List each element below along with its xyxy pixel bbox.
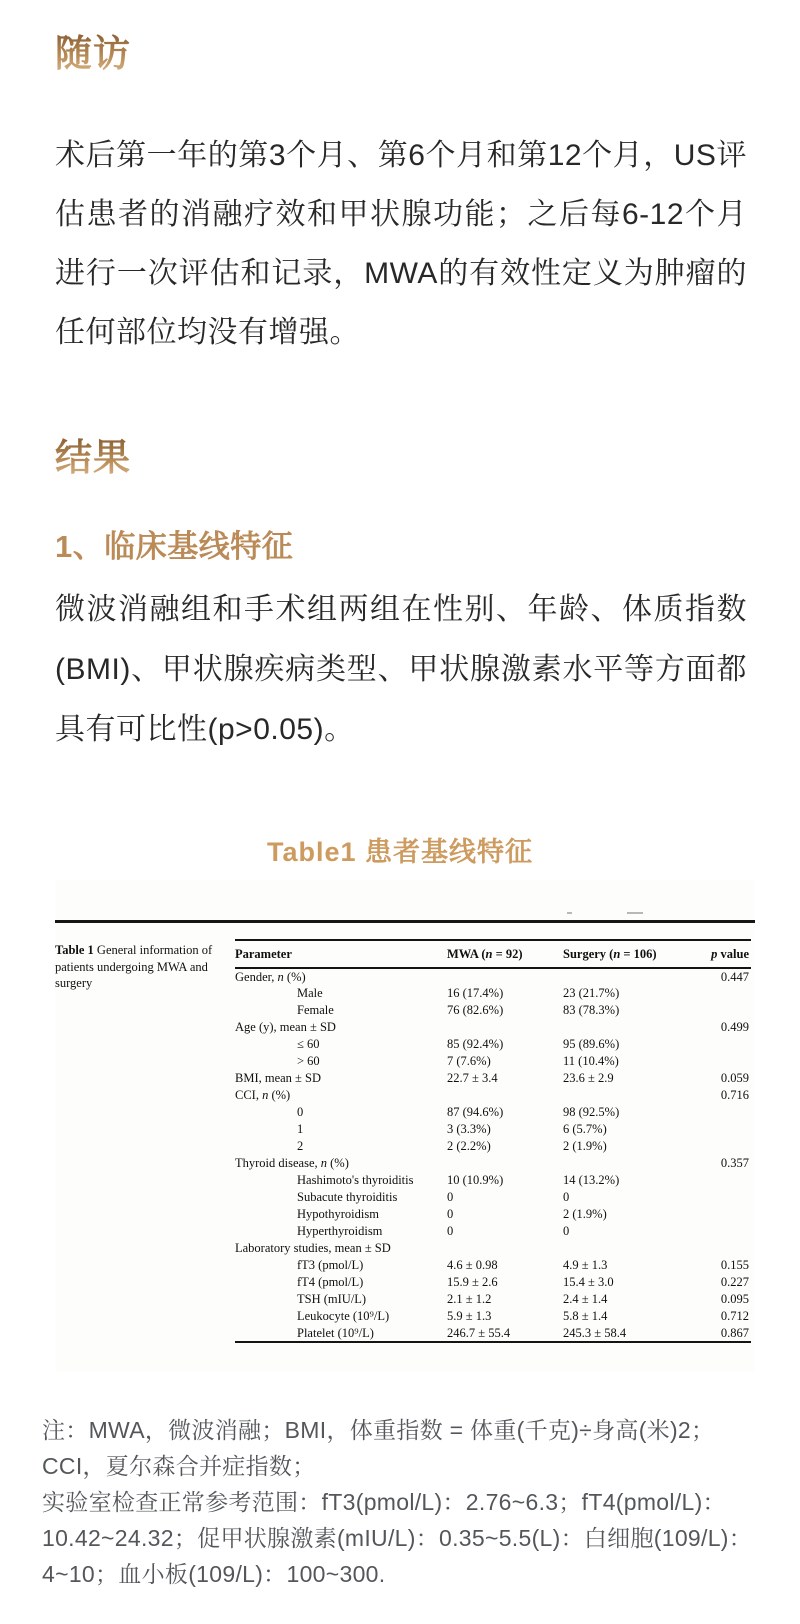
surgery-cell: 2 (1.9%): [563, 1139, 607, 1153]
table1-body: [235, 968, 751, 1342]
mwa-cell: 76 (82.6%): [447, 1003, 504, 1017]
table-row: [235, 1325, 751, 1342]
p-value-cell: [691, 1036, 751, 1053]
p-value-cell: [691, 1189, 751, 1206]
parameter-cell: Hyperthyroidism: [297, 1224, 383, 1238]
parameter-cell: 2: [297, 1139, 304, 1153]
p-value-cell: 0.357: [720, 1156, 749, 1170]
mwa-cell: 87 (94.6%): [447, 1105, 504, 1119]
p-value-cell: 0.499: [720, 1020, 749, 1034]
table-row: [235, 1240, 751, 1257]
surgery-cell: 98 (92.5%): [563, 1105, 620, 1119]
mwa-cell: 0: [447, 1224, 454, 1238]
parameter-cell: 1: [297, 1122, 304, 1136]
table-row: [235, 1104, 751, 1121]
footnote-reference-ranges: 实验室检查正常参考范围：fT3(pmol/L)：2.76~6.3；fT4(pmol/L)：10.42~24.32；促甲状腺激素(mIU/L)：0.35~5.5(L)：白细胞(109/L)：4~10；血小板(109/L)：100~300.: [42, 1489, 753, 1587]
table-row: [235, 1206, 751, 1223]
table1-header-row: [235, 940, 751, 968]
surgery-cell: 0: [563, 1224, 570, 1238]
mwa-cell: [447, 1155, 563, 1172]
table-row: [235, 1121, 751, 1138]
table-top-rule: [55, 920, 755, 923]
surgery-cell: [563, 1240, 691, 1257]
parameter-cell: fT4 (pmol/L): [297, 1275, 364, 1289]
p-value-cell: [691, 1172, 751, 1189]
table-row: [235, 1223, 751, 1240]
parameter-cell: Female: [297, 1003, 334, 1017]
scan-artifact: [567, 912, 572, 914]
mwa-cell: [447, 968, 563, 985]
table-row: [235, 1087, 751, 1104]
mwa-cell: 85 (92.4%): [447, 1037, 504, 1051]
surgery-cell: 14 (13.2%): [563, 1173, 620, 1187]
surgery-cell: [563, 1155, 691, 1172]
mwa-cell: 246.7 ± 55.4: [447, 1325, 511, 1340]
table1-title: Table1 患者基线特征: [266, 837, 534, 867]
mwa-cell: 10 (10.9%): [447, 1173, 504, 1187]
surgery-cell: 95 (89.6%): [563, 1037, 620, 1051]
p-value-cell: [691, 1206, 751, 1223]
table-row: [235, 1070, 751, 1087]
parameter-cell: Platelet (10⁹/L): [297, 1325, 374, 1340]
p-value-cell: [691, 1240, 751, 1257]
followup-paragraph: 术后第一年的第3个月、第6个月和第12个月，US评估患者的消融疗效和甲状腺功能；之后每6-12个月进行一次评估和记录，MWA的有效性定义为肿瘤的任何部位均没有增强。: [55, 139, 747, 349]
table-row: [235, 1036, 751, 1053]
mwa-cell: 4.6 ± 0.98: [447, 1258, 498, 1272]
parameter-cell: Hypothyroidism: [297, 1207, 379, 1221]
table-row: [235, 1138, 751, 1155]
surgery-cell: 6 (5.7%): [563, 1122, 607, 1136]
table-row: [235, 985, 751, 1002]
mwa-cell: 2 (2.2%): [447, 1139, 491, 1153]
table-row: [235, 1189, 751, 1206]
table1-column-header: p value: [691, 940, 751, 968]
p-value-cell: 0.712: [720, 1309, 749, 1323]
p-value-cell: [691, 1121, 751, 1138]
table1-scanned-figure: [55, 880, 755, 1372]
parameter-cell: Laboratory studies, mean ± SD: [235, 1241, 391, 1255]
parameter-cell: 0: [297, 1105, 304, 1119]
surgery-cell: 23.6 ± 2.9: [563, 1071, 614, 1085]
parameter-cell: Age (y), mean ± SD: [235, 1020, 336, 1034]
table-row: [235, 968, 751, 985]
parameter-cell: TSH (mIU/L): [297, 1292, 367, 1306]
p-value-cell: [691, 1104, 751, 1121]
surgery-cell: [563, 1087, 691, 1104]
p-value-cell: [691, 1002, 751, 1019]
scan-artifact: [627, 912, 643, 914]
parameter-cell: Subacute thyroiditis: [297, 1190, 398, 1204]
mwa-cell: 0: [447, 1207, 454, 1221]
parameter-cell: BMI, mean ± SD: [235, 1071, 322, 1085]
mwa-cell: 5.9 ± 1.3: [447, 1309, 492, 1323]
surgery-cell: 4.9 ± 1.3: [563, 1258, 608, 1272]
parameter-cell: Hashimoto's thyroiditis: [297, 1173, 414, 1187]
surgery-cell: 83 (78.3%): [563, 1003, 620, 1017]
parameter-cell: Leukocyte (10⁹/L): [297, 1309, 390, 1323]
p-value-cell: [691, 1053, 751, 1070]
table1-caption: [55, 942, 227, 992]
table1-column-header: Parameter: [235, 940, 447, 968]
surgery-cell: 5.8 ± 1.4: [563, 1309, 608, 1323]
parameter-cell: CCI, n (%): [235, 1088, 291, 1102]
followup-section-heading: 随访: [55, 31, 131, 75]
p-value-cell: [691, 985, 751, 1002]
p-value-cell: 0.155: [720, 1258, 749, 1272]
surgery-cell: 23 (21.7%): [563, 986, 620, 1000]
mwa-cell: 0: [447, 1190, 454, 1204]
surgery-cell: 15.4 ± 3.0: [563, 1275, 614, 1289]
parameter-cell: Gender, n (%): [235, 969, 306, 984]
table1-caption-label: Table 1: [55, 943, 94, 957]
p-value-cell: 0.059: [720, 1071, 749, 1085]
parameter-cell: > 60: [297, 1054, 320, 1068]
surgery-cell: 245.3 ± 58.4: [563, 1325, 627, 1340]
parameter-cell: fT3 (pmol/L): [297, 1258, 364, 1272]
mwa-cell: 15.9 ± 2.6: [447, 1275, 498, 1289]
table-row: [235, 1274, 751, 1291]
surgery-cell: 2.4 ± 1.4: [563, 1292, 608, 1306]
mwa-cell: 16 (17.4%): [447, 986, 504, 1000]
p-value-cell: 0.716: [720, 1088, 749, 1102]
footnote-abbreviations: 注：MWA，微波消融；BMI，体重指数 = 体重(千克)÷身高(米)2；CCI，夏尔森合并症指数；: [42, 1417, 715, 1479]
p-value-cell: 0.095: [720, 1292, 749, 1306]
parameter-cell: Male: [297, 986, 323, 1000]
p-value-cell: 0.227: [720, 1275, 749, 1289]
table-row: [235, 1257, 751, 1274]
surgery-cell: 11 (10.4%): [563, 1054, 619, 1068]
table-row: [235, 1172, 751, 1189]
mwa-cell: 22.7 ± 3.4: [447, 1071, 498, 1085]
mwa-cell: [447, 1240, 563, 1257]
p-value-cell: [691, 1138, 751, 1155]
table-row: [235, 1019, 751, 1036]
surgery-cell: 2 (1.9%): [563, 1207, 607, 1221]
mwa-cell: [447, 1087, 563, 1104]
results-section-heading: 结果: [55, 435, 131, 479]
surgery-cell: [563, 1019, 691, 1036]
p-value-cell: 0.447: [720, 969, 749, 984]
table-row: [235, 1053, 751, 1070]
table-row: [235, 1155, 751, 1172]
surgery-cell: [563, 968, 691, 985]
table-row: [235, 1308, 751, 1325]
table1-column-header: MWA (n = 92): [447, 940, 563, 968]
table1-caption-text: General information of patients undergoing MWA and surgery: [55, 943, 213, 990]
p-value-cell: [691, 1223, 751, 1240]
baseline-paragraph: 微波消融组和手术组两组在性别、年龄、体质指数(BMI)、甲状腺疾病类型、甲状腺激素水平等方面都具有可比性(p>0.05)。: [55, 593, 747, 746]
p-value-cell: 0.867: [720, 1325, 749, 1340]
mwa-cell: 3 (3.3%): [447, 1122, 491, 1136]
mwa-cell: 2.1 ± 1.2: [447, 1292, 492, 1306]
surgery-cell: 0: [563, 1190, 570, 1204]
table-row: [235, 1291, 751, 1308]
table1: [235, 939, 751, 1343]
mwa-cell: [447, 1019, 563, 1036]
table-row: [235, 1002, 751, 1019]
footnotes: [42, 1412, 762, 1592]
parameter-cell: ≤ 60: [297, 1037, 320, 1051]
parameter-cell: Thyroid disease, n (%): [235, 1156, 349, 1170]
table1-column-header: Surgery (n = 106): [563, 940, 691, 968]
mwa-cell: 7 (7.6%): [447, 1054, 491, 1068]
baseline-subsection-heading: 1、临床基线特征: [55, 529, 294, 564]
